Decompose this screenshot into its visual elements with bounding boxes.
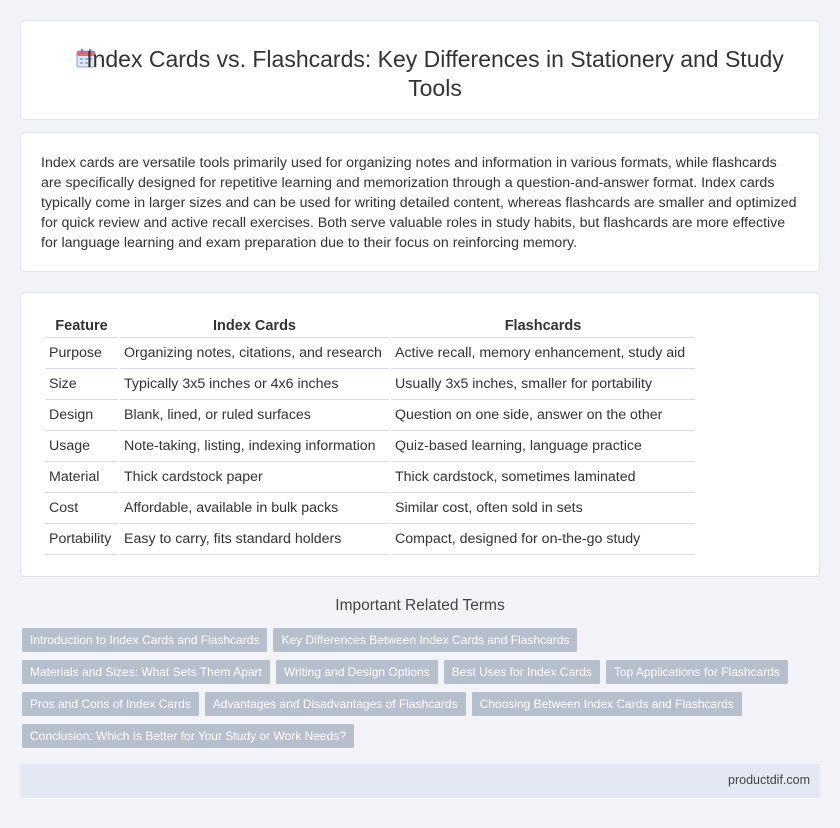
header-card bbox=[20, 20, 820, 120]
intro-paragraph: Index cards are versatile tools primarily used for organizing notes and information in various formats, while flashcards are specifically designed for repetitive learning and memorization through a question-and-answer format. Index cards typically come in larger sizes and can be used for writing detailed content, whereas flashcards are smaller and optimized for quick review and active recall exercises. Both serve valuable roles in study habits, but flashcards are more effective for language learning and exam preparation due to their focus on reinforcing memory. bbox=[41, 155, 797, 251]
table-cell: Usually 3x5 inches, smaller for portability bbox=[391, 369, 695, 400]
related-tag[interactable]: Conclusion: Which Is Better for Your Study or Work Needs? bbox=[22, 724, 354, 748]
table-cell: Question on one side, answer on the other bbox=[391, 400, 695, 431]
table-cell: Quiz-based learning, language practice bbox=[391, 431, 695, 462]
table-row bbox=[45, 338, 695, 369]
header-feature: Feature bbox=[45, 315, 118, 338]
table-cell: Material bbox=[45, 462, 118, 493]
related-tag[interactable]: Choosing Between Index Cards and Flashcards bbox=[472, 692, 742, 716]
comparison-table bbox=[43, 315, 697, 555]
table-cell: Thick cardstock, sometimes laminated bbox=[391, 462, 695, 493]
comparison-table-card bbox=[20, 292, 820, 577]
header-flashcards: Flashcards bbox=[391, 315, 695, 338]
footer bbox=[20, 764, 820, 798]
table-cell: Compact, designed for on-the-go study bbox=[391, 524, 695, 555]
related-tag[interactable]: Pros and Cons of Index Cards bbox=[22, 692, 199, 716]
related-tag[interactable]: Advantages and Disadvantages of Flashcards bbox=[205, 692, 466, 716]
table-row bbox=[45, 524, 695, 555]
table-cell: Purpose bbox=[45, 338, 118, 369]
related-terms-tags bbox=[22, 628, 802, 748]
table-row bbox=[45, 493, 695, 524]
table-header-row bbox=[45, 315, 695, 338]
related-tag[interactable]: Writing and Design Options bbox=[276, 660, 438, 684]
related-terms-title: Important Related Terms bbox=[335, 597, 505, 614]
related-tag[interactable]: Best Uses for Index Cards bbox=[444, 660, 600, 684]
table-cell: Similar cost, often sold in sets bbox=[391, 493, 695, 524]
page-title: Index Cards vs. Flashcards: Key Differences in Stationery and Study Tools bbox=[86, 46, 784, 101]
table-row bbox=[45, 400, 695, 431]
table-cell: Design bbox=[45, 400, 118, 431]
table-row bbox=[45, 369, 695, 400]
footer-site-link[interactable]: productdif.com bbox=[728, 773, 810, 787]
table-cell: Portability bbox=[45, 524, 118, 555]
related-tag[interactable]: Materials and Sizes: What Sets Them Apart bbox=[22, 660, 270, 684]
intro-card bbox=[20, 132, 820, 272]
table-row bbox=[45, 431, 695, 462]
table-row bbox=[45, 462, 695, 493]
related-tag[interactable]: Key Differences Between Index Cards and Flashcards bbox=[273, 628, 577, 652]
table-cell: Usage bbox=[45, 431, 118, 462]
table-cell: Typically 3x5 inches or 4x6 inches bbox=[120, 369, 389, 400]
table-cell: Easy to carry, fits standard holders bbox=[120, 524, 389, 555]
table-cell: Affordable, available in bulk packs bbox=[120, 493, 389, 524]
table-cell: Note-taking, listing, indexing information bbox=[120, 431, 389, 462]
related-tag[interactable]: Introduction to Index Cards and Flashcards bbox=[22, 628, 267, 652]
table-cell: Organizing notes, citations, and research bbox=[120, 338, 389, 369]
header-index-cards: Index Cards bbox=[120, 315, 389, 338]
table-cell: Thick cardstock paper bbox=[120, 462, 389, 493]
table-cell: Active recall, memory enhancement, study aid bbox=[391, 338, 695, 369]
table-cell: Cost bbox=[45, 493, 118, 524]
table-cell: Size bbox=[45, 369, 118, 400]
related-tag[interactable]: Top Applications for Flashcards bbox=[606, 660, 788, 684]
table-cell: Blank, lined, or ruled surfaces bbox=[120, 400, 389, 431]
